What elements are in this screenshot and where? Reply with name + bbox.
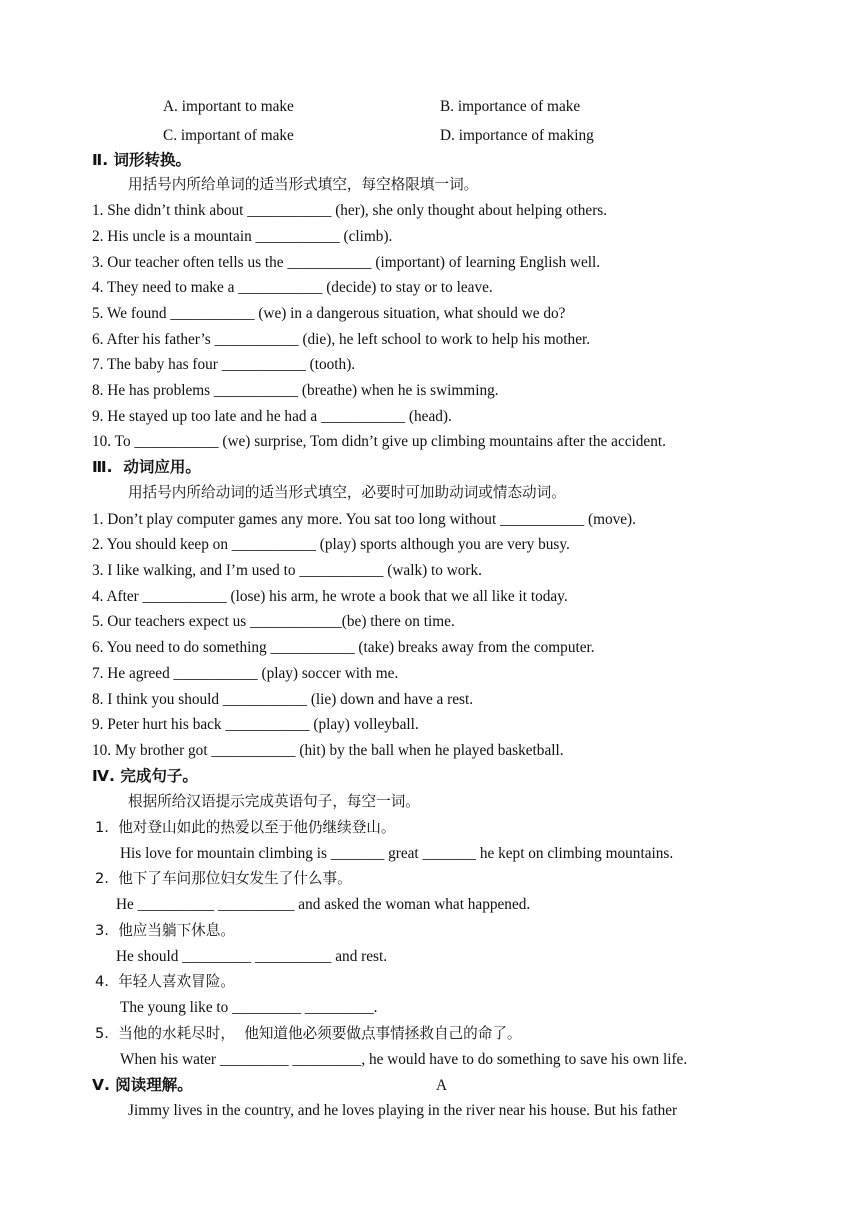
s4-item-2-english: He __________ __________ and asked the woman what happened.	[116, 896, 531, 913]
section-4-instruction: 根据所给汉语提示完成英语句子，每空一词。	[128, 793, 420, 810]
passage-label: A	[436, 1077, 448, 1094]
option-b: B. importance of make	[440, 98, 581, 115]
s4-item-2-chinese: 2. 他下了车问那位妇女发生了什么事。	[95, 870, 352, 887]
s3-item-9: 9. Peter hurt his back ___________ (play) volleyball.	[92, 716, 419, 733]
s3-item-10: 10. My brother got ___________ (hit) by the ball when he played basketball.	[92, 742, 564, 759]
s2-item-3: 3. Our teacher often tells us the ___________ (important) of learning English well.	[92, 254, 601, 271]
option-c: C. important of make	[163, 127, 294, 144]
s4-item-4-english: The young like to _________ _________.	[120, 999, 378, 1016]
s2-item-1: 1. She didn’t think about ___________ (her), she only thought about helping others.	[92, 202, 608, 219]
s2-item-5: 5. We found ___________ (we) in a dangerous situation, what should we do?	[92, 305, 566, 322]
s4-item-1-english: His love for mountain climbing is _______ great _______ he kept on climbing mountains.	[120, 845, 674, 862]
section-3-instruction: 用括号内所给动词的适当形式填空，必要时可加助动词或情态动词。	[128, 484, 566, 501]
s3-item-5: 5. Our teachers expect us ____________(be) there on time.	[92, 613, 455, 630]
s4-item-3-english: He should _________ __________ and rest.	[116, 948, 388, 965]
s4-item-4-chinese: 4. 年轻人喜欢冒险。	[95, 973, 235, 990]
section-2-heading: Ⅱ. 词形转换。	[92, 151, 191, 169]
s2-item-2: 2. His uncle is a mountain ___________ (climb).	[92, 228, 393, 245]
section-4-heading: Ⅳ. 完成句子。	[92, 767, 198, 785]
s4-item-1-chinese: 1. 他对登山如此的热爱以至于他仍继续登山。	[95, 819, 396, 836]
section-3-heading: Ⅲ. 动词应用。	[92, 458, 201, 476]
s3-item-8: 8. I think you should ___________ (lie) down and have a rest.	[92, 691, 474, 708]
s2-item-7: 7. The baby has four ___________ (tooth).	[92, 356, 356, 373]
s2-item-8: 8. He has problems ___________ (breathe) when he is swimming.	[92, 382, 499, 399]
section-2-instruction: 用括号内所给单词的适当形式填空，每空格限填一词。	[128, 176, 479, 193]
s3-item-3: 3. I like walking, and I’m used to ___________ (walk) to work.	[92, 562, 483, 579]
s2-item-6: 6. After his father’s ___________ (die), he left school to work to help his mother.	[92, 331, 591, 348]
passage-first-line: Jimmy lives in the country, and he loves playing in the river near his house. But his father	[128, 1102, 678, 1119]
s3-item-1: 1. Don’t play computer games any more. You sat too long without ___________ (move).	[92, 511, 636, 528]
s2-item-10: 10. To ___________ (we) surprise, Tom didn’t give up climbing mountains after the accident.	[92, 433, 666, 450]
option-a: A. important to make	[163, 98, 294, 115]
s2-item-9: 9. He stayed up too late and he had a ___________ (head).	[92, 408, 452, 425]
s4-item-5-chinese: 5. 当他的水耗尽时， 他知道他必须要做点事情拯救自己的命了。	[95, 1025, 522, 1042]
s3-item-4: 4. After ___________ (lose) his arm, he wrote a book that we all like it today.	[92, 588, 568, 605]
option-d: D. importance of making	[440, 127, 594, 144]
s4-item-5-english: When his water _________ _________, he would have to do something to save his own life.	[120, 1051, 688, 1068]
s3-item-7: 7. He agreed ___________ (play) soccer with me.	[92, 665, 399, 682]
s3-item-6: 6. You need to do something ___________ (take) breaks away from the computer.	[92, 639, 595, 656]
section-5-heading: Ⅴ. 阅读理解。	[92, 1076, 193, 1094]
s4-item-3-chinese: 3. 他应当躺下休息。	[95, 922, 235, 939]
s3-item-2: 2. You should keep on ___________ (play) sports although you are very busy.	[92, 536, 570, 553]
s2-item-4: 4. They need to make a ___________ (decide) to stay or to leave.	[92, 279, 493, 296]
